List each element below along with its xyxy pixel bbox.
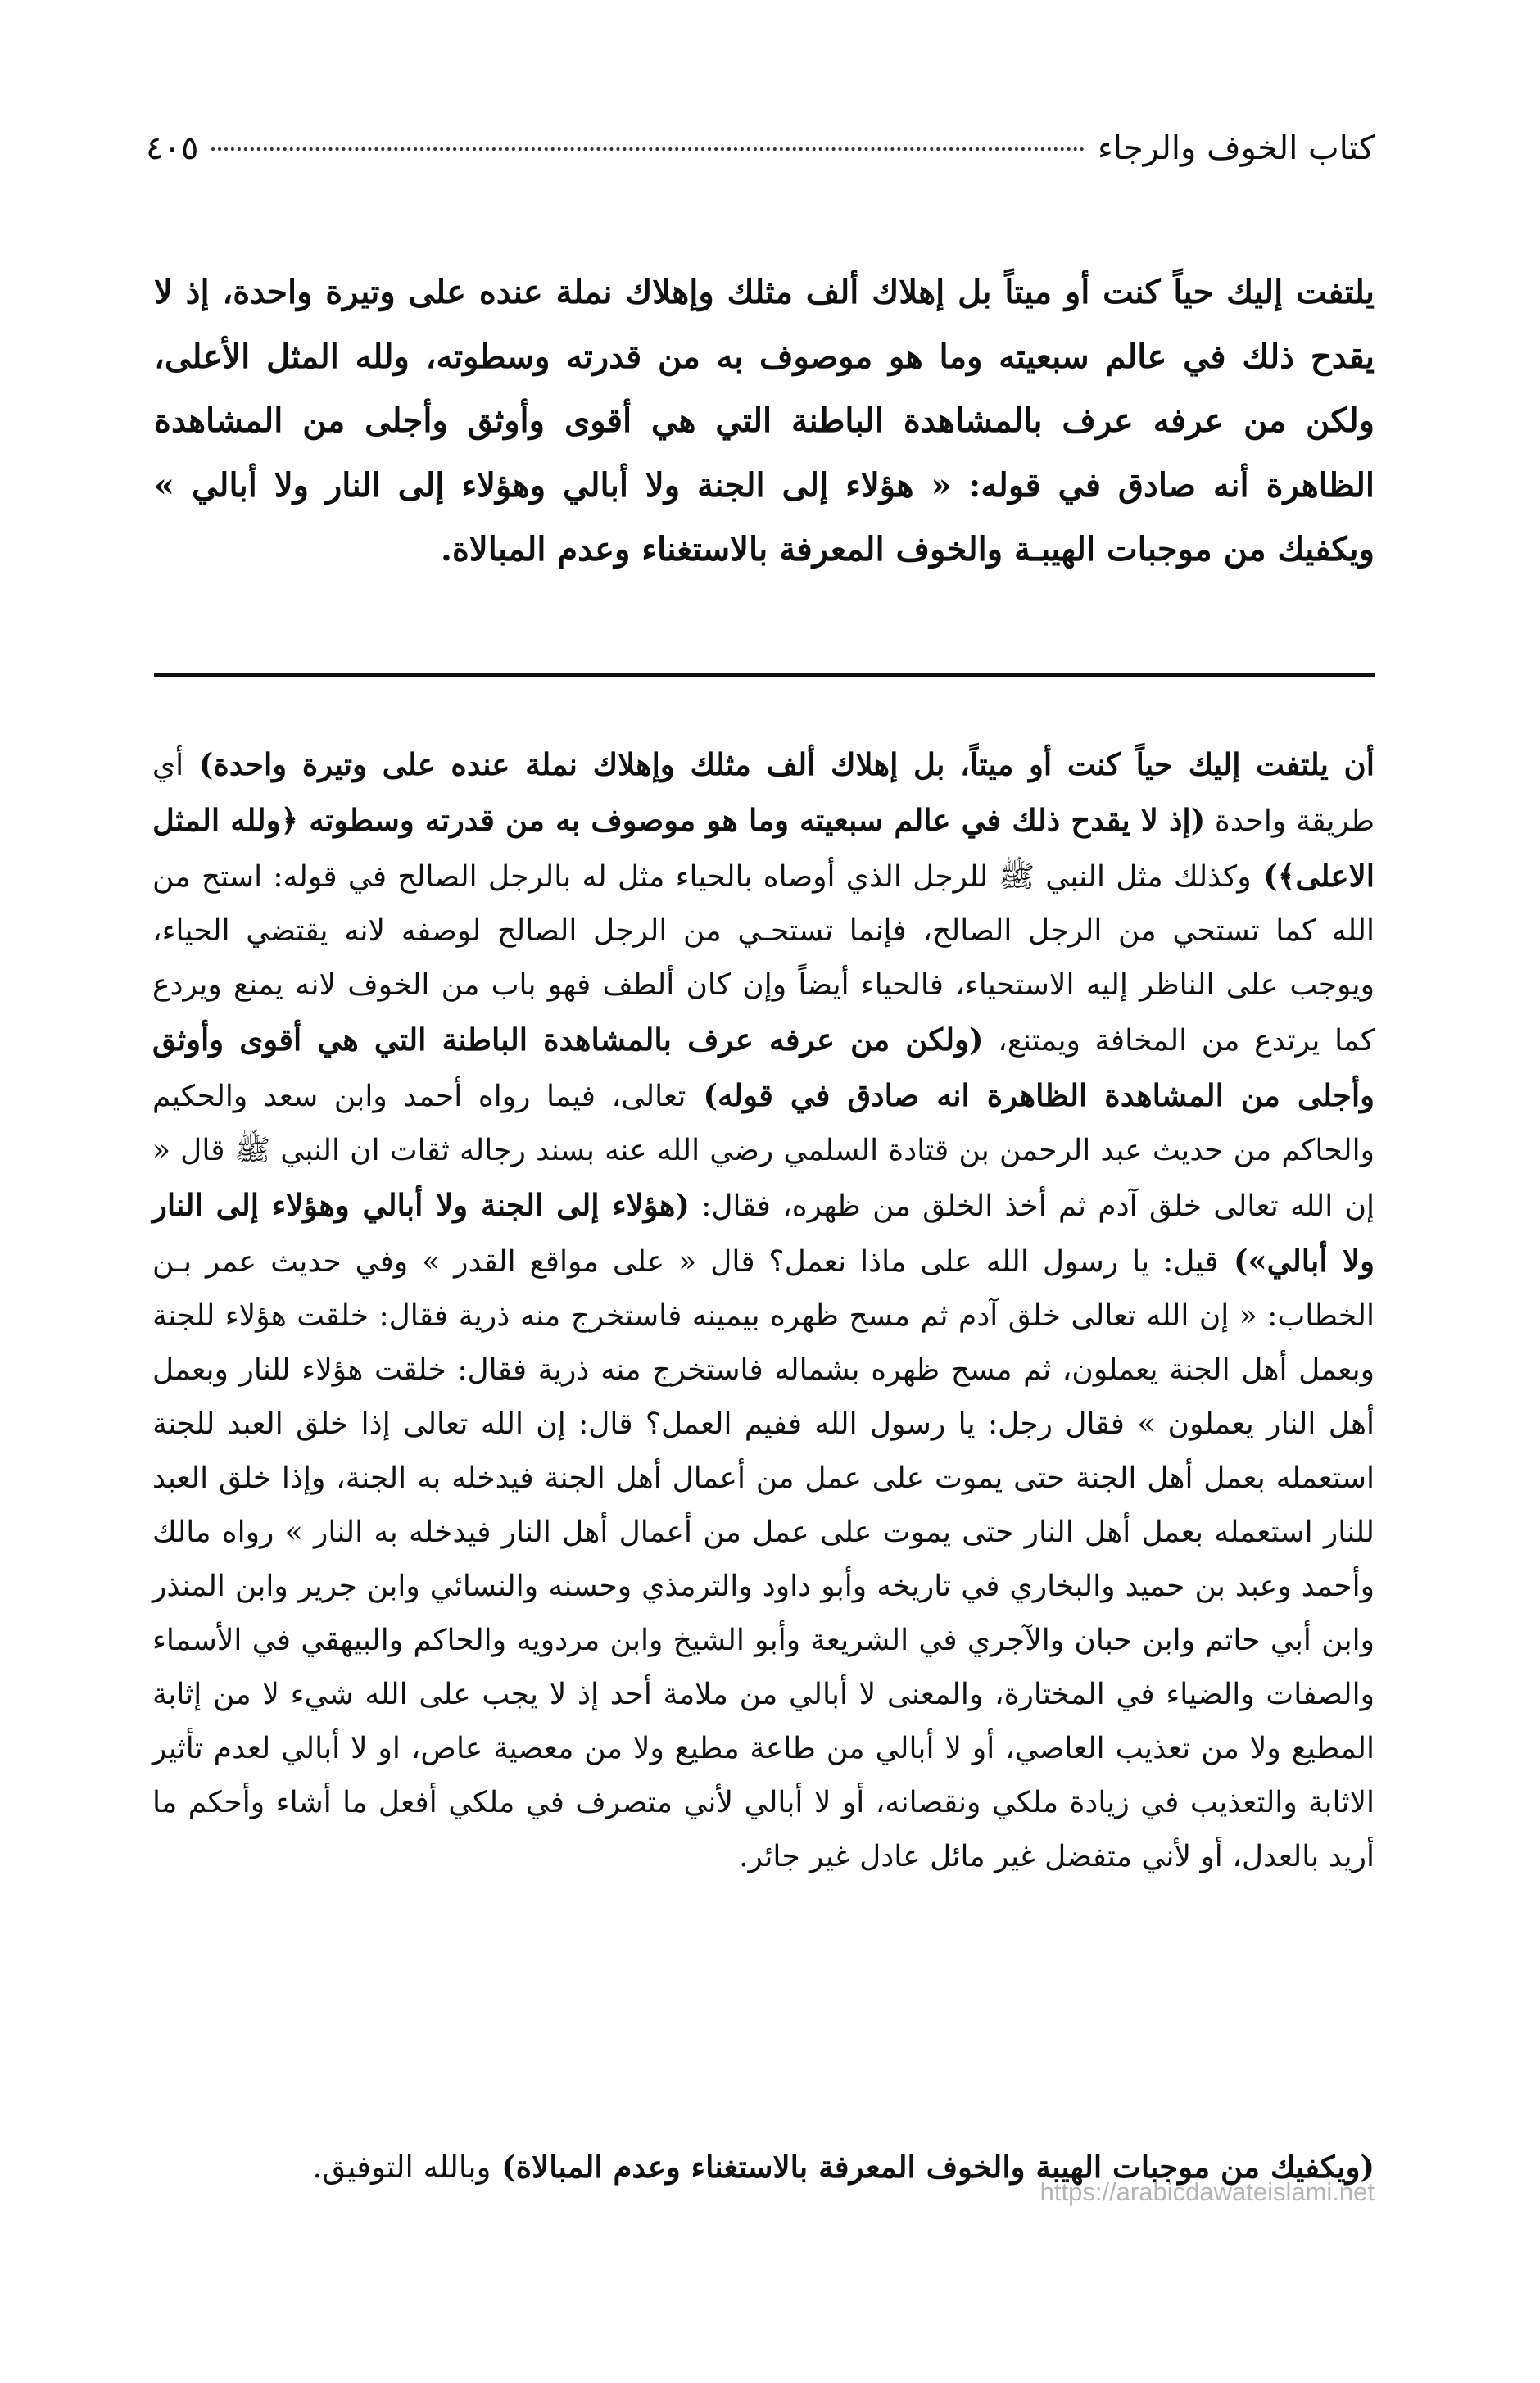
header-leader-dots <box>211 147 1085 151</box>
commentary-text <box>152 737 1375 1884</box>
chapter-title: كتاب الخوف والرجاء <box>1097 129 1375 167</box>
commentary-segment: أي طريقة واحدة <box>152 749 1375 838</box>
commentary-segment: قيل: يا رسول الله على ماذا نعمل؟ قال « على مواقع القدر » وفي حديث عمر بـن الخطاب: « إن الله تعالى خلق آدم ثم مسح ظهره بيمينه فاستخرج منه ذرية فقال: خلقت هؤلاء للجنة وبعمل أهل الجنة يعملون، ثم مسح ظهره بشماله فاستخرج منه ذرية فقال: خلقت هؤلاء للنار وبعمل أهل النار يعملون » فقال رجل: يا رسول الله ففيم العمل؟ قال: إن الله تعالى إذا خلق العبد للجنة استعمله بعمل أهل الجنة حتى يموت على عمل من أعمال أهل الجنة فيدخله به الجنة، وإذا خلق العبد للنار استعمله بعمل أهل النار حتى يموت على عمل من أعمال أهل النار فيدخله به النار » رواه مالك وأحمد وعبد بن حميد والبخاري في تاريخه وأبو داود والترمذي وحسنه والنسائي وابن جرير وابن المنذر وابن أبي حاتم وابن حبان والآجري في الشريعة وأبو الشيخ وابن مردويه والحاكم والبيهقي في الأسماء والصفات والضياء في المختارة، والمعنى لا أبالي من ملامة أحد إذ لا يجب على الله شيء لا من إثابة المطيع ولا من تعذيب العاصي، أو لا أبالي من طاعة مطيع ولا من معصية عاص، او لا أبالي لعدم تأثير الاثابة والتعذيب في زيادة ملكي ونقصانه، أو لا أبالي لأني متصرف في ملكي أفعل ما أشاء وأحكم ما أريد بالعدل، أو لأني متفضل غير مائل عادل غير جائر. <box>152 1245 1375 1873</box>
section-divider <box>154 673 1375 677</box>
page-number: ٤٠٥ <box>146 129 199 167</box>
watermark-url: https://arabicdawateislami.net <box>1040 2177 1375 2206</box>
closing-normal: وبالله التوفيق. <box>312 2150 491 2185</box>
commentary-segment: تعالى، فيما رواه أحمد وابن سعد والحكيم والحاكم من حديث عبد الرحمن بن قتادة السلمي رضي الله عنه بسند رجاله ثقات ان النبي ﷺ قال « إن الله تعالى خلق آدم ثم أخذ الخلق من ظهره، فقال: <box>152 1080 1375 1223</box>
commentary-segment: وكذلك مثل النبي ﷺ للرجل الذي أوصاه بالحياء مثل له بالرجل الصالح في قوله: استح من الله كما تستحي من الرجل الصالح، فإنما تستحـي من الرجل الصالح لوصفه لانه يقتضي الحياء، ويوجب على الناظر إليه الاستحياء، فالحياء أيضاً وإن كان ألطف فهو باب من الخوف لانه يمنع ويردع كما يرتدع من المخافة ويمتنع، <box>152 860 1375 1058</box>
main-text: يلتفت إليك حياً كنت أو ميتاً بل إهلاك ألف مثلك وإهلاك نملة عنده على وتيرة واحدة، إذ لا يقدح ذلك في عالم سبعيته وما هو موصوف به من قدرته وسطوته، ولله المثل الأعلى، ولكن من عرفه عرف بالمشاهدة الباطنة التي هي أقوى وأوثق وأجلى من المشاهدة الظاهرة أنه صادق في قوله: « هؤلاء إلى الجنة ولا أبالي وهؤلاء إلى النار ولا أبالي » ويكفيك من موجبات الهيبـة والخوف المعرفة بالاستغناء وعدم المبالاة. <box>154 273 1375 569</box>
commentary-segment: (إذ لا يقدح ذلك في عالم سبعيته وما هو موصوف به من قدرته وسطوته ﴿ولله المثل الاعلى﴾) <box>152 802 1375 894</box>
commentary-segment: (هؤلاء إلى الجنة ولا أبالي وهؤلاء إلى النار ولا أبالي») <box>152 1187 1375 1279</box>
closing-bold: (ويكفيك من موجبات الهيبة والخوف المعرفة بالاستغناء وعدم المبالاة) <box>491 2149 1375 2185</box>
commentary-segment: (ولكن من عرفه عرف بالمشاهدة الباطنة التي هي أقوى وأوثق وأجلى من المشاهدة الظاهرة انه صادق في قوله) <box>152 1022 1375 1113</box>
commentary-segment: أن يلتفت إليك حياً كنت أو ميتاً، بل إهلاك ألف مثلك وإهلاك نملة عنده على وتيرة واحدة) <box>183 746 1375 782</box>
running-header <box>146 129 1375 187</box>
